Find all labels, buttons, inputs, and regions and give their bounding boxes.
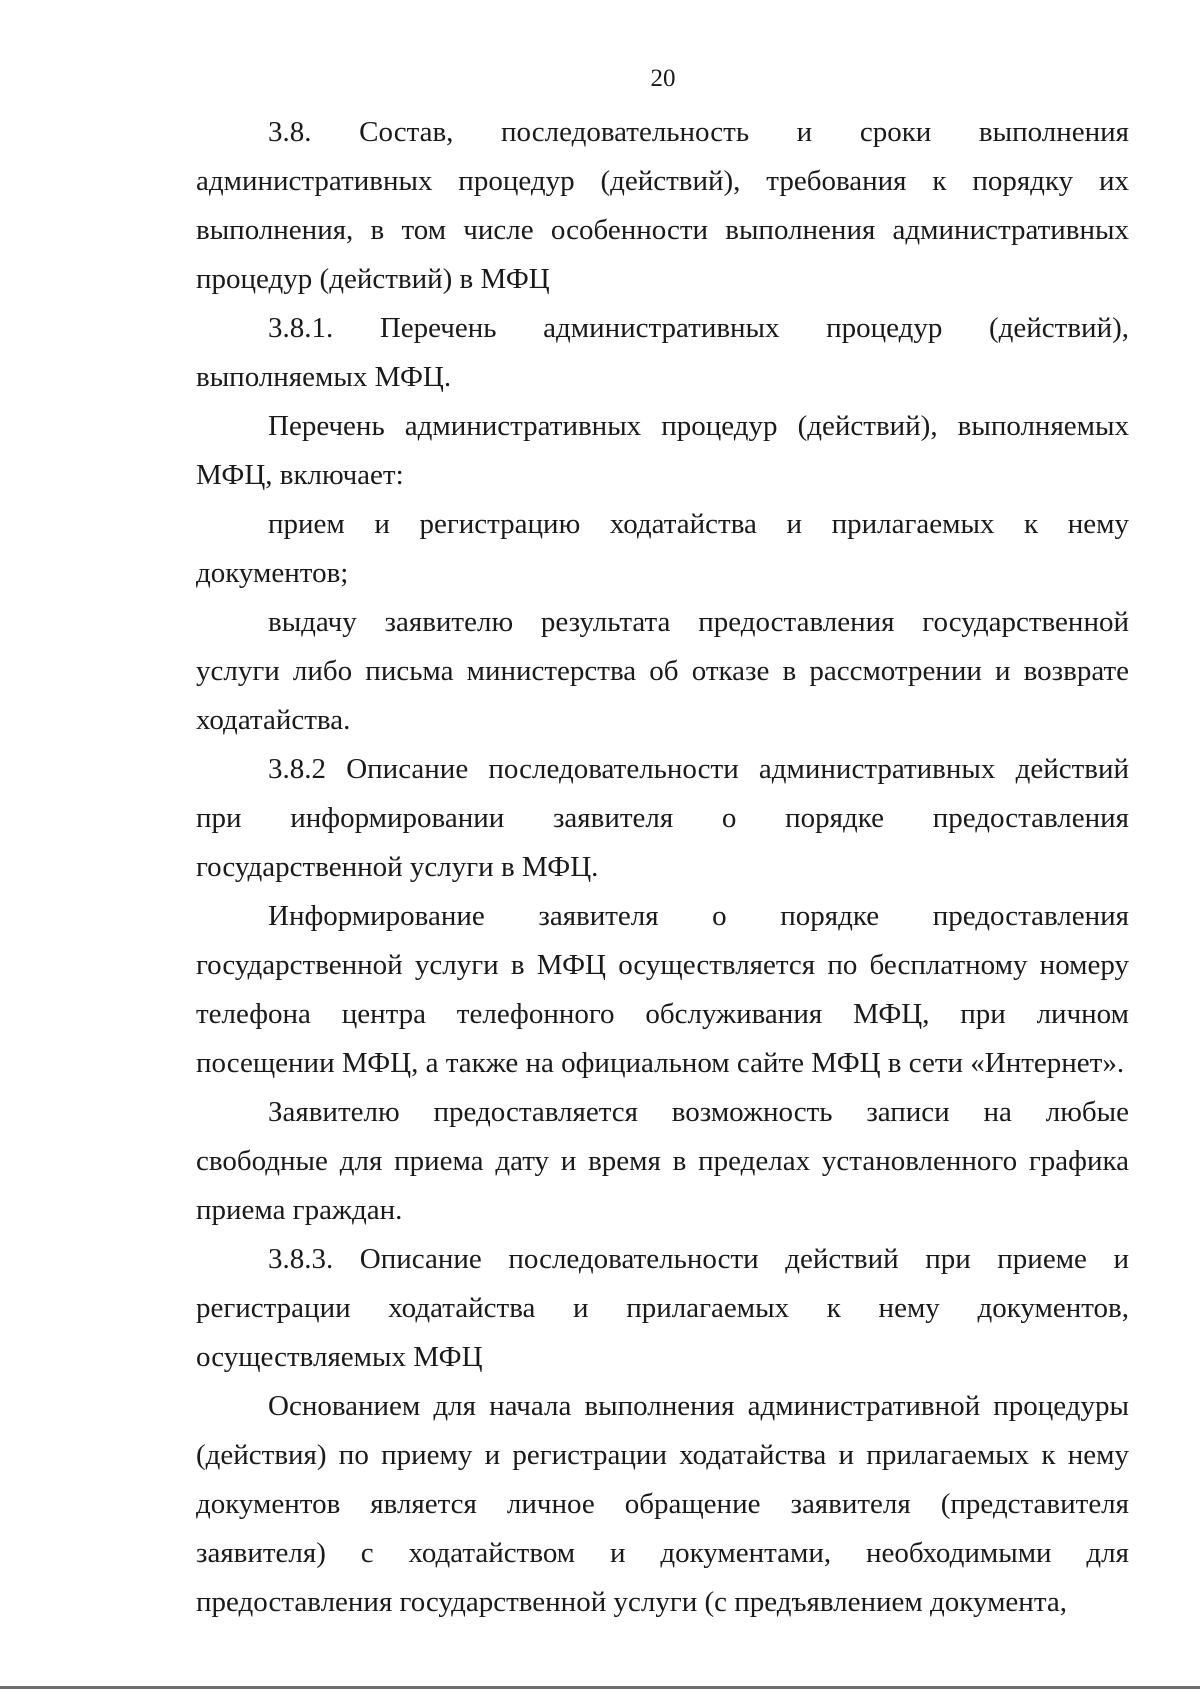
grounds-paragraph: Основанием для начала выполнения административной процедуры (действия) по приему и регистрации ходатайства и прилагаемых к нему документов является личное обращение заявителя (представителя заявителя) с ходатайством и документами, необходимыми для предоставления государственной услуги (с предъявлением документа, (196, 1390, 1129, 1618)
procedures-list-intro: Перечень административных процедур (действий), выполняемых МФЦ, включает: (196, 410, 1129, 491)
page-number: 20 (650, 65, 676, 92)
section-3-8-2-heading: 3.8.2 Описание последовательности административных действий при информировании заявителя о порядке предоставления государственной услуги в МФЦ. (196, 753, 1129, 883)
document-body (196, 108, 1129, 1627)
section-3-8-heading: 3.8. Состав, последовательность и сроки выполнения административных процедур (действий), требования к порядку их выполнения, в том числе особенности выполнения административных процедур (действий) в МФЦ (196, 116, 1129, 295)
section-3-8-1-heading: 3.8.1. Перечень административных процедур (действий), выполняемых МФЦ. (196, 312, 1129, 393)
section-3-8-3-heading: 3.8.3. Описание последовательности действий при приеме и регистрации ходатайства и прилагаемых к нему документов, осуществляемых МФЦ (196, 1243, 1129, 1373)
appointment-paragraph: Заявителю предоставляется возможность записи на любые свободные для приема дату и время в пределах установленного графика приема граждан. (196, 1096, 1129, 1226)
procedure-item-reception: прием и регистрацию ходатайства и прилагаемых к нему документов; (196, 508, 1129, 589)
procedure-item-issuance: выдачу заявителю результата предоставления государственной услуги либо письма министерства об отказе в рассмотрении и возврате ходатайства. (196, 606, 1129, 736)
informing-paragraph: Информирование заявителя о порядке предоставления государственной услуги в МФЦ осуществляется по бесплатному номеру телефона центра телефонного обслуживания МФЦ, при личном посещении МФЦ, а также на официальном сайте МФЦ в сети «Интернет». (196, 900, 1129, 1079)
